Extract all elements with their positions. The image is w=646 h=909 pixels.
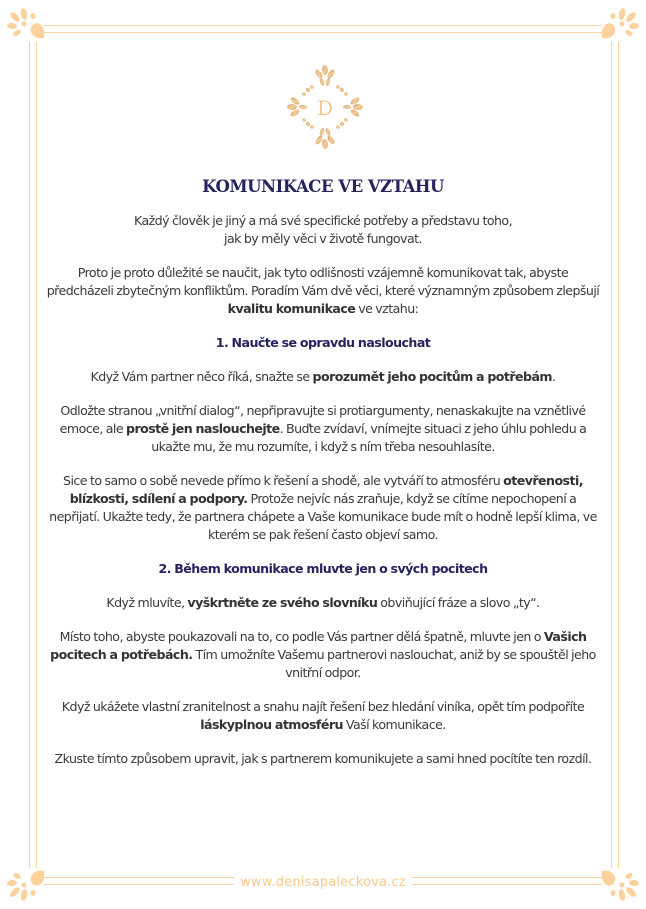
section-2-heading: 2. Během komunikace mluvte jen o svých pocitech [158,561,488,576]
corner-flower-icon-top-right [594,2,642,50]
page-title: KOMUNIKACE VE VZTAHU [202,177,444,196]
intro-paragraph [44,212,602,248]
floral-monogram-icon [286,62,364,152]
text: . [552,369,556,384]
corner-flower-icon-top-left [4,2,52,50]
bold-text: otevřenosti, blízkosti, sdílení a podpory. [69,473,583,506]
text: . Buďte zvídaví, vnímejte situaci z jeho úhlu pohledu a ukažte mu, že mu rozumíte, i když s ním třeba nesouhlasíte. [151,421,587,454]
frame-right-inner [611,42,612,868]
bold-text: Vašich pocitech a potřebách. [50,629,587,662]
frame-top-inner [44,32,602,33]
section-2-paragraph-3 [44,698,602,734]
bold-text: prostě jen naslouchejte [126,421,280,436]
section-2-paragraph-1 [44,594,602,612]
frame-left-outer [29,42,30,868]
frame-right-outer [618,42,619,868]
text: Když mluvíte, [106,595,188,610]
intro-line-1: Každý člověk je jiný a má své specifické potřeby a představu toho, [133,213,513,228]
text: Sice to samo o sobě nevede přímo k řešení a shodě, ale vytváří to atmosféru [63,473,504,488]
section-2-paragraph-2 [44,628,602,682]
text: Místo toho, abyste poukazovali na to, co podle Vás partner dělá špatně, mluvte jen o [59,629,544,644]
text: obviňující fráze a slovo „ty“. [377,595,540,610]
website-link[interactable]: www.denisapaleckova.cz [234,875,412,890]
paragraph-importance [44,264,602,318]
article-body [44,212,602,768]
frame-left-inner [36,42,37,868]
text: Když Vám partner něco říká, snažte se [90,369,313,384]
section-1-heading: 1. Naučte se opravdu naslouchat [215,335,431,350]
section-1-paragraph-3 [44,472,602,544]
frame-top-outer [44,25,602,26]
text: Zkuste tímto způsobem upravit, jak s partnerem komunikujete a sami hned pocítíte ten rozdíl. [54,751,592,766]
bold-text: porozumět jeho pocitům a potřebám [312,369,553,384]
text: Odložte stranou „vnitřní dialog“, nepřipravujte si protiargumenty, nenaskakujte na vznětlivé emoce, ale [59,403,586,436]
section-1-paragraph-1 [44,368,602,386]
text: Tím umožníte Vašemu partnerovi naslouchat, aniž by se spouštěl jeho vnitřní odpor. [192,647,596,680]
text: ve vztahu: [355,301,419,316]
section-1-paragraph-2 [44,402,602,456]
footer [0,872,646,890]
monogram-letter: D [316,96,334,120]
text: Vaší komunikace. [342,717,446,732]
text: Když ukážete vlastní zranitelnost a snahu najít řešení bez hledání viníka, opět tím podpoříte [61,699,585,714]
text: Protože nejvíc nás zraňuje, když se cítíme nepochopení a nepřijatí. Ukažte tedy, že partnera chápete a Vaše komunikace bude mít o hodně lepší klima, ve kterém se pak řešení často objeví samo. [49,491,597,542]
text: Proto je proto důležité se naučit, jak tyto odlišnosti vzájemně komunikovat tak, abyste předcházeli zbytečným konfliktům. Poradím Vám dvě věci, které významným způsobem zlepšují [46,265,600,298]
intro-line-2: jak by měly věci v životě fungovat. [224,231,422,246]
bold-text: kvalitu komunikace [227,301,356,316]
section-2-paragraph-4 [44,750,602,768]
bold-text: láskyplnou atmosféru [200,717,343,732]
bold-text: vyškrtněte ze svého slovníku [187,595,378,610]
